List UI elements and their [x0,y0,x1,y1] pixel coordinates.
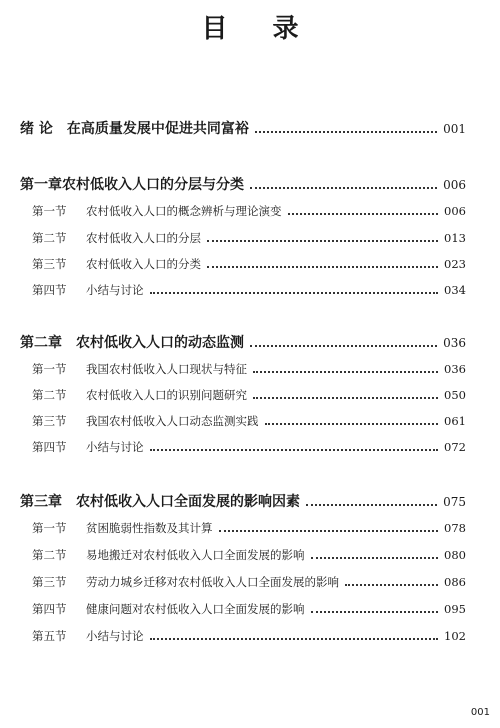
dot-leader [207,240,438,242]
toc-page-number: 006 [444,204,466,218]
toc-title: 农村低收入人口的分层 [86,231,201,245]
toc-section [20,601,466,617]
toc-page-number: 001 [443,122,466,136]
toc-entry-introduction [20,118,466,138]
dot-leader [345,584,438,586]
toc-page-number: 013 [444,231,466,245]
dot-leader [250,187,437,189]
toc-title: 农村低收入人口的概念辨析与理论演变 [86,204,282,218]
toc-page-number: 034 [444,283,466,297]
toc-chapter-2 [20,332,466,352]
toc-title: 我国农村低收入人口现状与特征 [86,362,247,376]
dot-leader [255,131,437,133]
toc-page-number: 075 [443,495,466,509]
toc-number: 第一节 [32,204,67,218]
page-title: 目 录 [201,14,317,44]
page-number: 001 [470,707,490,718]
toc-number: 第二节 [32,388,67,402]
toc-page-number: 102 [444,629,466,643]
dot-leader [311,611,439,613]
toc-page-number: 072 [444,440,466,454]
toc-page-number: 036 [444,362,466,376]
toc-section [20,439,466,455]
dot-leader [288,213,439,215]
toc-number: 第三节 [32,575,67,589]
toc-title: 在高质量发展中促进共同富裕 [66,121,249,137]
dot-leader [150,292,439,294]
dot-leader [150,638,439,640]
toc-number: 第一章 [20,177,62,193]
toc-section [20,547,466,563]
dot-leader [265,423,439,425]
toc-title: 贫困脆弱性指数及其计算 [86,521,213,535]
toc-title: 小结与讨论 [86,629,144,643]
dot-leader [250,345,437,347]
toc-title: 易地搬迁对农村低收入人口全面发展的影响 [86,548,305,562]
toc-title: 我国农村低收入人口动态监测实践 [86,414,259,428]
dot-leader [311,557,439,559]
toc-number: 第一节 [32,521,67,535]
toc-page-number: 061 [444,414,466,428]
toc-section [20,574,466,590]
dot-leader [219,530,439,532]
toc-title: 农村低收入人口的分类 [86,257,201,271]
dot-leader [207,266,438,268]
toc-title: 农村低收入人口的动态监测 [76,335,244,351]
toc-title: 农村低收入人口的识别问题研究 [86,388,247,402]
toc-number: 第三节 [32,257,67,271]
toc-number: 第二节 [32,548,67,562]
toc-page-number: 006 [443,178,466,192]
toc-number: 第四节 [32,602,67,616]
toc-section [20,230,466,246]
toc-number: 第三节 [32,414,67,428]
toc-title: 小结与讨论 [86,283,144,297]
toc-chapter-3 [20,491,466,511]
toc-page-number: 023 [444,257,466,271]
toc-number: 第二章 [20,335,62,351]
toc-section [20,203,466,219]
toc-section [20,361,466,377]
toc-number: 第五节 [32,629,67,643]
toc-section [20,520,466,536]
dot-leader [253,371,438,373]
toc-section [20,256,466,272]
toc-page-number: 095 [444,602,466,616]
toc-number: 第二节 [32,231,67,245]
toc-title: 健康问题对农村低收入人口全面发展的影响 [86,602,305,616]
toc-page-number: 036 [443,336,466,350]
toc-number: 第四节 [32,283,67,297]
toc-chapter-1 [20,174,466,194]
toc-section [20,628,466,644]
toc-section [20,282,466,298]
toc-page-number: 078 [444,521,466,535]
toc-page-number: 050 [444,388,466,402]
toc-section [20,387,466,403]
toc-section [20,413,466,429]
toc-page-number: 080 [444,548,466,562]
dot-leader [253,397,438,399]
toc-title: 农村低收入人口的分层与分类 [62,177,244,193]
toc-number: 第四节 [32,440,67,454]
dot-leader [306,504,437,506]
toc-page-number: 086 [444,575,466,589]
toc-title: 劳动力城乡迁移对农村低收入人口全面发展的影响 [86,575,339,589]
toc-number: 第一节 [32,362,67,376]
toc-title: 农村低收入人口全面发展的影响因素 [76,494,300,510]
toc-number: 绪 论 [20,121,53,137]
dot-leader [150,449,439,451]
toc-title: 小结与讨论 [86,440,144,454]
toc-number: 第三章 [20,494,62,510]
